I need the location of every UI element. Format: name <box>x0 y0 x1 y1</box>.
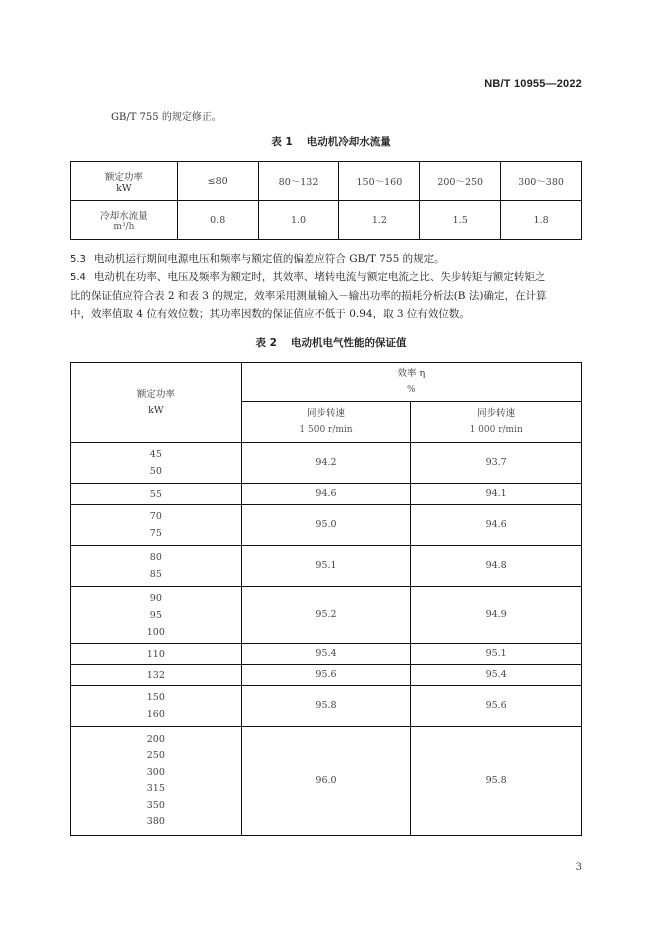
power-cell <box>71 686 242 727</box>
table-row <box>71 443 582 484</box>
speed-1000-header: 同步转速 1 000 r/min <box>411 402 582 443</box>
power-value: 45 <box>149 449 162 460</box>
table-header-row <box>71 363 582 402</box>
efficiency-1000-cell: 93.7 <box>411 443 582 484</box>
power-cell <box>71 546 242 587</box>
efficiency-1000-cell: 95.8 <box>411 727 582 836</box>
efficiency-1500-cell: 95.0 <box>241 505 411 546</box>
standard-code: NB/T 10955—2022 <box>484 78 582 90</box>
table2-caption-title: 电动机电气性能的保证值 <box>290 337 407 349</box>
efficiency-1500-cell: 94.2 <box>241 443 411 484</box>
table-cell: 150～160 <box>339 162 420 201</box>
power-value: 250 <box>146 750 165 761</box>
table-row <box>71 665 582 686</box>
efficiency-1000-cell: 95.6 <box>411 686 582 727</box>
efficiency-1500-cell: 96.0 <box>241 727 411 836</box>
table-row <box>71 686 582 727</box>
power-value: 132 <box>146 669 165 681</box>
efficiency-1000-cell: 95.4 <box>411 665 582 686</box>
table-cell: 200～250 <box>420 162 501 201</box>
power-cell <box>71 665 242 686</box>
table-cell: ≤80 <box>177 162 258 201</box>
table1-caption-num: 表 1 <box>271 136 293 148</box>
table-cell: 1.2 <box>339 201 420 240</box>
power-value: 90 <box>149 592 162 604</box>
efficiency-1000-cell: 94.9 <box>411 587 582 644</box>
table-row <box>71 201 582 240</box>
power-value: 150 <box>146 692 165 703</box>
efficiency-1000-cell: 94.1 <box>411 484 582 505</box>
table-row <box>71 162 582 201</box>
power-value: 315 <box>146 783 165 794</box>
power-cell <box>71 587 242 644</box>
efficiency-1500-cell: 94.6 <box>241 484 411 505</box>
efficiency-1500-cell: 95.6 <box>241 665 411 686</box>
power-value: 85 <box>149 569 162 580</box>
power-value: 80 <box>149 552 162 563</box>
power-value: 380 <box>146 816 165 827</box>
power-value: 160 <box>146 709 165 720</box>
efficiency-1000-cell: 95.1 <box>411 644 582 665</box>
efficiency-1500-cell: 95.4 <box>241 644 411 665</box>
electrical-performance-table <box>70 362 582 836</box>
section-5-3: 5.3 电动机运行期间电源电压和频率与额定值的偏差应符合 GB/T 755 的规定。 <box>70 253 445 265</box>
power-value: 350 <box>146 799 165 811</box>
power-value: 95 <box>149 609 162 621</box>
table1-caption <box>0 134 662 149</box>
table-cell: 1.5 <box>420 201 501 240</box>
table-row <box>71 484 582 505</box>
efficiency-header: 效率 η % <box>241 363 581 402</box>
efficiency-1500-cell: 95.8 <box>241 686 411 727</box>
power-value: 110 <box>146 648 165 660</box>
table-row <box>71 644 582 665</box>
power-value: 50 <box>149 466 162 477</box>
power-cell <box>71 443 242 484</box>
table-cell: 300～380 <box>501 162 582 201</box>
table-row <box>71 727 582 836</box>
table2-caption-num: 表 2 <box>255 337 277 349</box>
power-value: 70 <box>149 511 162 522</box>
table1-caption-title: 电动机冷却水流量 <box>306 136 391 148</box>
power-column-header: 额定功率 kW <box>71 363 242 443</box>
power-value: 300 <box>146 766 165 778</box>
efficiency-1500-cell: 95.1 <box>241 546 411 587</box>
page-number: 3 <box>575 862 582 873</box>
table-row <box>71 587 582 644</box>
power-value: 55 <box>149 488 162 500</box>
rated-power-header: 额定功率 kW <box>71 162 178 201</box>
speed-1500-header: 同步转速 1 500 r/min <box>241 402 411 443</box>
table-row <box>71 546 582 587</box>
table2-caption <box>0 335 662 350</box>
table-row <box>71 505 582 546</box>
section-5-4: 5.4 电动机在功率、电压及频率为额定时，其效率、堵转电流与额定电流之比、失步转矩与额定转矩之 比的保证值应符合表 2 和表 3 的规定，效率采用测量输入－输出功率的损耗分析法(B 法)确定，在计算 中，效率值取 4 位有效位数；其功率因数的保证值应不低于 0.94，取 3 位有效位数。 <box>70 271 547 320</box>
power-cell <box>71 484 242 505</box>
efficiency-1000-cell: 94.6 <box>411 505 582 546</box>
power-cell <box>71 644 242 665</box>
efficiency-1500-cell: 95.2 <box>241 587 411 644</box>
power-value: 100 <box>146 626 165 638</box>
power-value: 75 <box>149 528 162 539</box>
power-cell <box>71 727 242 836</box>
cooling-water-table <box>70 161 582 240</box>
intro-line: GB/T 755 的规定修正。 <box>111 112 222 123</box>
water-flow-header: 冷却水流量 m³/h <box>71 201 178 240</box>
table-cell: 0.8 <box>177 201 258 240</box>
power-value: 200 <box>146 733 165 745</box>
table-cell: 80～132 <box>258 162 339 201</box>
table-cell: 1.8 <box>501 201 582 240</box>
table-cell: 1.0 <box>258 201 339 240</box>
power-cell <box>71 505 242 546</box>
efficiency-1000-cell: 94.8 <box>411 546 582 587</box>
